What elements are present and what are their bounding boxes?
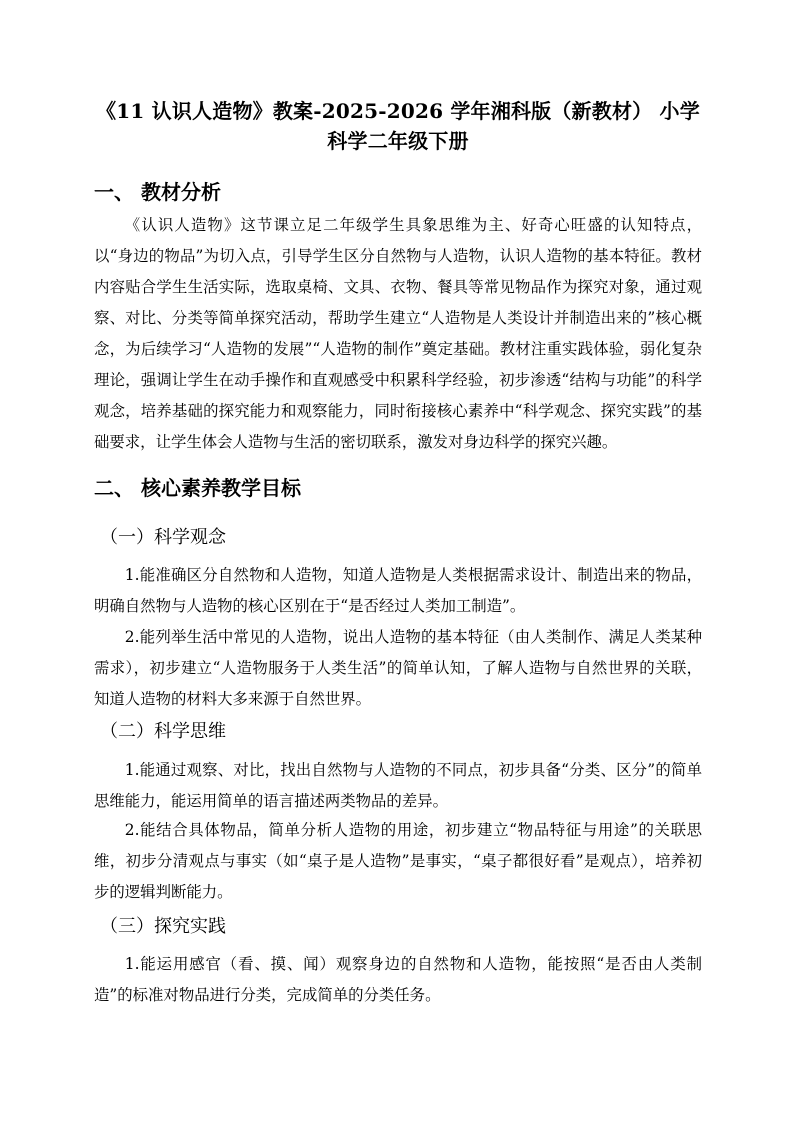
section-heading-textbook-analysis: 一、 教材分析	[94, 180, 221, 204]
paragraph-inquiry-practice-1: 1.能运用感官（看、摸、闻）观察身边的自然物和人造物，能按照“是否由人类制造”的标准对物品进行分类，完成简单的分类任务。	[94, 955, 702, 1004]
document-title: 《11 认识人造物》教案-2025-2026 学年湘科版（新教材） 小学科学二年级下册	[96, 99, 700, 153]
subsection-heading-inquiry-practice: （三）探究实践	[100, 916, 226, 937]
paragraph-science-concept-2: 2.能列举生活中常见的人造物，说出人造物的基本特征（由人类制作、满足人类某种需求），初步建立“人造物服务于人类生活”的简单认知，了解人造物与自然世界的关联，知道人造物的材料大多来源于自然世界。	[94, 628, 702, 708]
section-paragraph-textbook-analysis: 《认识人造物》这节课立足二年级学生具象思维为主、好奇心旺盛的认知特点，以“身边的物品”为切入点，引导学生区分自然物与人造物，认识人造物的基本特征。教材内容贴合学生生活实际，选取桌椅、文具、衣物、餐具等常见物品作为探究对象，通过观察、对比、分类等简单探究活动，帮助学生建立“人造物是人类设计并制造出来的”核心概念，为后续学习“人造物的发展”“人造物的制作”奠定基础。教材注重实践体验，弱化复杂理论，强调让学生在动手操作和直观感受中积累科学经验，初步渗透“结构与功能”的科学观念，培养基础的探究能力和观察能力，同时衔接核心素养中“科学观念、探究实践”的基础要求，让学生体会人造物与生活的密切联系，激发对身边科学的探究兴趣。	[94, 216, 702, 451]
paragraph-science-thinking-1: 1.能通过观察、对比，找出自然物与人造物的不同点，初步具备“分类、区分”的简单思维能力，能运用简单的语言描述两类物品的差异。	[94, 761, 702, 810]
paragraph-science-thinking-2: 2.能结合具体物品，简单分析人造物的用途，初步建立“物品特征与用途”的关联思维，初步分清观点与事实（如“桌子是人造物”是事实，“桌子都很好看”是观点），培养初步的逻辑判断能力。	[94, 821, 702, 901]
subsection-heading-science-concept: （一）科学观念	[100, 527, 226, 548]
section-heading-core-goals: 二、 核心素养教学目标	[94, 476, 301, 500]
subsection-heading-science-thinking: （二）科学思维	[100, 721, 226, 742]
paragraph-science-concept-1: 1.能准确区分自然物和人造物，知道人造物是人类根据需求设计、制造出来的物品，明确自然物与人造物的核心区别在于“是否经过人类加工制造”。	[94, 566, 702, 615]
